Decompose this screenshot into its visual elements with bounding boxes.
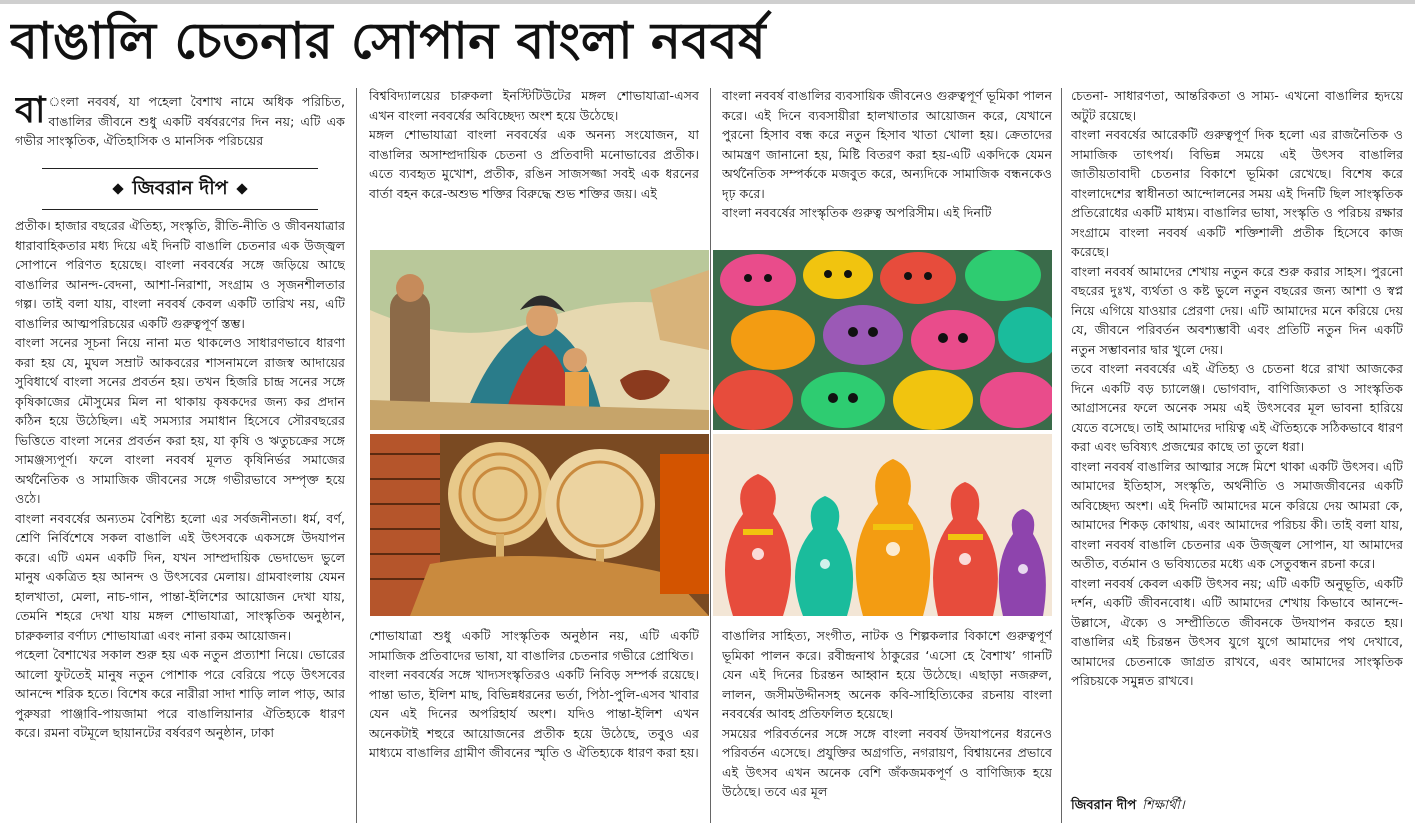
- handicraft-fans-photo: [370, 434, 709, 616]
- paragraph: সময়ের পরিবর্তনের সঙ্গে সঙ্গে বাংলা নববর্ষ উদযাপনের ধরনেও পরিবর্তন এসেছে। প্রযুক্তির অগ্রগতি, নগরায়ণ, বিশ্বায়নের প্রভাবে এই উৎসব এখন অনেক বেশি জঁকজমকপূর্ণ ও বাণিজ্যিক হয়ে উঠেছে। তবে এর মূল: [722, 725, 1052, 799]
- column-3-bottom: [722, 626, 1052, 826]
- paragraph: পহেলা বৈশাখের সকাল শুরু হয় এক নতুন প্রত্যাশা নিয়ে। ভোরের আলো ফুটতেই মানুষ নতুন পোশাক পরে বেরিয়ে পড়ে উৎসবের আনন্দে শরিক হতে। বিশেষ করে নারীরা সাদা শাড়ি লাল পাড়, আর পুরুষরা পাঞ্জাবি-পায়জামা পরে বাঙালিয়ানার ঐতিহ্যকে ধারণ করে। রমনা বটমূলে ছায়ানটের বর্ষবরণ অনুষ্ঠান, ঢাকা: [15, 647, 345, 740]
- paragraph: বাংলা নববর্ষ বাঙালির ব্যবসায়িক জীবনেও গুরুত্বপূর্ণ ভূমিকা পালন করে। এই দিনে ব্যবসায়ীরা হালখাতার আয়োজন করে, যেখানে পুরনো হিসাব বন্ধ করে নতুন হিসাব খাতা খোলা হয়। ক্রেতাদের আমন্ত্রণ জানানো হয়, মিষ্টি বিতরণ করা হয়-এটি একদিকে যেমন অর্থনৈতিক সম্পর্ককে মজবুত করে, অন্যদিকে সামাজিক বন্ধনকেও দৃঢ় করে।: [722, 88, 1052, 201]
- author-signature: [1071, 796, 1185, 817]
- paragraph: বাংলা নববর্ষ আমাদের শেখায় নতুন করে শুরু করার সাহস। পুরনো বছরের দুঃখ, ব্যর্থতা ও কষ্ট ভুলে নতুন বছরের জন্য আশা ও স্বপ্ন নিয়ে এগিয়ে যাওয়ার প্রেরণা দেয়। এটি আমাদের মনে করিয়ে দেয় যে, জীবনে পরিবর্তন অবশ্যম্ভাবী এবং প্রতিটি নতুন দিন একটি নতুন সম্ভাবনার দ্বার খুলে দেয়।: [1071, 263, 1403, 357]
- painted-pots-photo: [713, 434, 1052, 616]
- paragraph: বাংলা নববর্ষের অন্যতম বৈশিষ্ট্য হলো এর সর্বজনীনতা। ধর্ম, বর্ণ, শ্রেণি নির্বিশেষে সকল বাঙালি এই উৎসবকে একসঙ্গে উদযাপন করে। এটি এমন একটি দিন, যখন সাম্প্রদায়িক ভেদাভেদ ভুলে মানুষ একত্রিত হয় আনন্দ ও উৎসবের মেলায়। গ্রামবাংলায় যেমন হালখাতা, মেলা, নাচ-গান, পান্তা-ইলিশের আয়োজন দেখা যায়, তেমনি শহরে দেখা যায় মঙ্গল শোভাযাত্রা, সাংস্কৃতিক অনুষ্ঠান, চারুকলার বর্ণাঢ্য শোভাযাত্রা এবং নানা রকম আয়োজন।: [15, 510, 345, 643]
- column-2-top-text: [369, 86, 699, 203]
- paragraph: চেতনা- সাধারণতা, আন্তরিকতা ও সাম্য- এখনো বাঙালির হৃদয়ে অটুট রয়েছে।: [1071, 88, 1403, 123]
- paragraph: মঙ্গল শোভাযাত্রা বাংলা নববর্ষের এক অনন্য সংযোজন, যা বাঙালির অসাম্প্রদায়িক চেতনা ও প্রতিবাদী মনোভাবের প্রতীক। এতে ব্যবহৃত মুখোশ, প্রতীক, রঙিন সাজসজ্জা সবই এক ধরনের বার্তা বহন করে-অশুভ শক্তির বিরুদ্ধে শুভ শক্তির জয়। এই: [369, 127, 699, 201]
- column-1-body: [15, 216, 345, 820]
- column-divider-3: [1061, 88, 1062, 823]
- paragraph: শোভাযাত্রা শুধু একটি সাংস্কৃতিক অনুষ্ঠান নয়, এটি একটি সামাজিক প্রতিবাদের ভাষা, যা বাঙালির চেতনার গভীরে প্রোথিত।: [369, 628, 699, 663]
- column-2-top: [369, 86, 699, 246]
- column-3-bottom-text: [722, 626, 1052, 802]
- column-divider-1: [356, 88, 357, 823]
- top-border: [0, 0, 1415, 4]
- paragraph: বাংলা সনের সূচনা নিয়ে নানা মত থাকলেও সাধারণভাবে ধারণা করা হয় যে, মুঘল সম্রাট আকবরের শাসনামলে রাজস্ব আদায়ের সুবিধার্থে বাংলা সনের প্রবর্তন হয়। তখন হিজরি চান্দ্র সনের সঙ্গে কৃষিকাজের মৌসুমের মিল না থাকায় কৃষকদের জন্য কর প্রদান কঠিন হয়ে উঠেছিল। এই সমস্যার সমাধান হিসেবে সৌরবছরের ভিত্তিতে বাংলা সনের প্রবর্তন করা হয়, যা কৃষি ও ঋতুচক্রের সঙ্গে সামঞ্জস্যপূর্ণ। ফলে বাংলা নববর্ষ মূলত কৃষিনির্ভর সমাজের অর্থনৈতিক ও সামাজিক জীবনের সঙ্গে গভীরভাবে সম্পৃক্ত হয়ে ওঠে।: [15, 335, 345, 506]
- diamond-ornament-left: [113, 183, 124, 194]
- author-role: শিক্ষার্থী।: [1142, 798, 1185, 813]
- paragraph: তবে বাংলা নববর্ষের এই ঐতিহ্য ও চেতনা ধরে রাখা আজকের দিনে একটি বড় চ্যালেঞ্জ। ভোগবাদ, বাণিজ্যিকতা ও সাংস্কৃতিক আগ্রাসনের ফলে অনেক সময় এই উৎসবের মূল ভাবনা হারিয়ে যেতে বসেছে। তাই আমাদের দায়িত্ব এই ঐতিহ্যকে সঠিকভাবে ধারণ করা এবং ভবিষ্যৎ প্রজন্মের কাছে তা তুলে ধরা।: [1071, 361, 1403, 454]
- paragraph: বাংলা নববর্ষের সাংস্কৃতিক গুরুত্ব অপরিসীম। এই দিনটি: [722, 205, 992, 220]
- column-3-top-text: [722, 86, 1052, 223]
- column-4: [1071, 86, 1403, 786]
- dropcap: বা: [15, 92, 46, 131]
- column-3-top: [722, 86, 1052, 246]
- byline-box: [42, 168, 318, 210]
- column-divider-2: [710, 88, 711, 823]
- diamond-ornament-right: [236, 183, 247, 194]
- paragraph: বাংলা নববর্ষ কেবল একটি উৎসব নয়; এটি একটি অনুভূতি, একটি দর্শন, একটি জীবনবোধ। এটি আমাদের শেখায় কিভাবে আনন্দে-উল্লাসে, ঐক্যে ও সম্প্রীতিতে জীবনকে উদযাপন করতে হয়। বাঙালির এই চিরন্তন উৎসব যুগে যুগে আমাদের পথ দেখাবে, আমাদের চেতনাকে জাগ্রত রাখবে, এবং আমাদের সাংস্কৃতিক পরিচয়কে সমুন্নত রাখবে।: [1071, 575, 1403, 688]
- headline: বাঙালি চেতনার সোপান বাংলা নববর্ষ: [10, 12, 767, 70]
- column-1-intro: [15, 92, 345, 164]
- column-2-bottom: [369, 626, 699, 826]
- column-4-text: [1071, 86, 1403, 691]
- paragraph: প্রতীক। হাজার বছরের ঐতিহ্য, সংস্কৃতি, রীতি-নীতি ও জীবনযাত্রার ধারাবাহিকতার মধ্য দিয়ে এই দিনটি বাঙালি চেতনার এক উজ্জ্বল সোপানে পরিণত হয়েছে। বাংলা নববর্ষের সঙ্গে জড়িয়ে আছে বাঙালির আনন্দ-বেদনা, আশা-নিরাশা, সংগ্রাম ও সৃজনশীলতার গল্প। তাই বলা যায়, বাংলা নববর্ষ কেবল একটি তারিখ নয়, এটি বাঙালির আত্মপরিচয়ের একটি গুরুত্বপূর্ণ স্তম্ভ।: [15, 218, 345, 331]
- paragraph: বিশ্ববিদ্যালয়ের চারুকলা ইনস্টিটিউটের মঙ্গল শোভাযাত্রা-এসব এখন বাংলা নববর্ষের অবিচ্ছেদ্য অংশ হয়ে উঠেছে।: [369, 88, 699, 123]
- column-2-bottom-text: [369, 626, 699, 763]
- paragraph: বাংলা নববর্ষের সঙ্গে খাদ্যসংস্কৃতিরও একটি নিবিড় সম্পর্ক রয়েছে। পান্তা ভাত, ইলিশ মাছ, বিভিন্নধরনের ভর্তা, পিঠা-পুলি-এসব খাবার যেন এই দিনের অপরিহার্য অংশ। যদিও পান্তা-ইলিশ এখন অনেকটাই শহুরে আয়োজনের প্রতীক হয়ে উঠেছে, তবুও এর মাধ্যমে বাঙালির গ্রামীণ জীবনের স্মৃতি ও ঐতিহ্যকে ধারণ করা হয়।: [369, 667, 699, 760]
- paragraph: বাঙালির সাহিত্য, সংগীত, নাটক ও শিল্পকলার বিকাশে গুরুত্বপূর্ণ ভূমিকা পালন করে। রবীন্দ্রনাথ ঠাকুরের ‘এসো হে বৈশাখ’ গানটি যেন এই দিনের চিরন্তন আহ্বান হয়ে উঠেছে। এছাড়া নজরুল, লালন, জসীমউদ্দীনসহ অনেক কবি-সাহিত্যিকের রচনায় বাংলা নববর্ষের আবহ প্রতিফলিত হয়েছে।: [722, 628, 1052, 721]
- intro-text: ংলা নববর্ষ, যা পহেলা বৈশাখ নামে অধিক পরিচিত, বাঙালির জীবনে শুধু একটি বর্ষবরণের দিন নয়; এটি এক গভীর সাংস্কৃতিক, ঐতিহাসিক ও মানসিক পরিচয়ের: [15, 94, 345, 148]
- author-name: জিবরান দীপ: [1071, 798, 1137, 813]
- mural-painting-photo: [370, 250, 709, 430]
- paragraph: বাংলা নববর্ষের আরেকটি গুরুত্বপূর্ণ দিক হলো এর রাজনৈতিক ও সামাজিক তাৎপর্য। বিভিন্ন সময়ে এই উৎসব বাঙালির জাতীয়তাবাদী চেতনার বিকাশে ভূমিকা রেখেছে। বিশেষ করে বাংলাদেশের স্বাধীনতা আন্দোলনের সময় এই দিনটি ছিল সাংস্কৃতিক প্রতিরোধের একটি মাধ্যম। বাঙালির ভাষা, সংস্কৃতি ও পরিচয় রক্ষার সংগ্রামে বাংলা নববর্ষ একটি শক্তিশালী প্রতীক হিসেবে কাজ করেছে।: [1071, 127, 1403, 259]
- byline: জিবরান দীপ: [132, 177, 228, 199]
- paragraph: বাংলা নববর্ষ বাঙালির আত্মার সঙ্গে মিশে থাকা একটি উৎসব। এটি আমাদের ইতিহাস, সংস্কৃতি, অর্থনীতি ও সমাজজীবনের একটি অবিচ্ছেদ্য অংশ। এই দিনটি আমাদের মনে করিয়ে দেয় আমরা কে, আমাদের শিকড় কোথায়, এবং আমাদের পরিচয় কী। তাই বলা যায়, বাংলা নববর্ষ বাঙালি চেতনার এক উজ্জ্বল সোপান, যা আমাদের অতীত, বর্তমান ও ভবিষ্যতের মধ্যে এক সেতুবন্ধন রচনা করে।: [1071, 458, 1403, 571]
- festival-masks-photo: [713, 250, 1052, 430]
- column-1-text: [15, 216, 345, 743]
